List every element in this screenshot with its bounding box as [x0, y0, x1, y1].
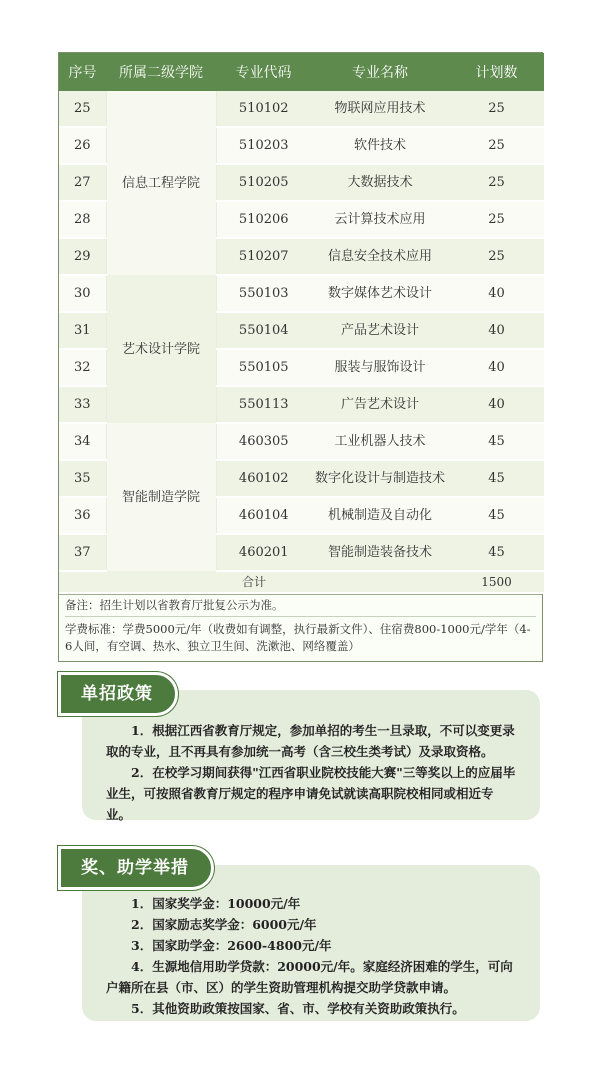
header-code: 专业代码	[216, 53, 311, 91]
policy-title: 单招政策	[58, 672, 178, 716]
row-major: 物联网应用技术	[311, 91, 449, 127]
row-no: 26	[59, 127, 106, 164]
policy-item: 1．根据江西省教育厅规定，参加单招的考生一旦录取，不可以变更录取的专业，且不再具有参加统一高考（含三校生类考试）及录取资格。	[106, 723, 515, 759]
row-plan: 45	[449, 497, 544, 534]
row-major: 数字化设计与制造技术	[311, 460, 449, 497]
row-plan: 40	[449, 312, 544, 349]
row-major: 大数据技术	[311, 164, 449, 201]
row-code: 460104	[216, 497, 311, 534]
table-notes	[59, 594, 542, 661]
row-code: 550113	[216, 386, 311, 423]
college-cell: 信息工程学院	[106, 91, 216, 275]
row-code: 460102	[216, 460, 311, 497]
aid-item: 1．国家奖学金：10000元/年	[131, 896, 301, 911]
aid-title: 奖、助学举措	[58, 846, 214, 890]
total-row	[59, 571, 544, 593]
row-major: 服装与服饰设计	[311, 349, 449, 386]
row-code: 460305	[216, 423, 311, 460]
row-major: 产品艺术设计	[311, 312, 449, 349]
college-cell: 智能制造学院	[106, 423, 216, 571]
row-code: 510206	[216, 201, 311, 238]
row-code: 460201	[216, 534, 311, 571]
row-code: 550104	[216, 312, 311, 349]
row-no: 31	[59, 312, 106, 349]
row-no: 33	[59, 386, 106, 423]
row-plan: 40	[449, 275, 544, 312]
aid-item: 2．国家励志奖学金：6000元/年	[131, 917, 317, 932]
row-plan: 25	[449, 164, 544, 201]
header-plan: 计划数	[449, 53, 544, 91]
row-plan: 25	[449, 91, 544, 127]
row-major: 机械制造及自动化	[311, 497, 449, 534]
row-plan: 25	[449, 127, 544, 164]
row-major: 云计算技术应用	[311, 201, 449, 238]
row-major: 数字媒体艺术设计	[311, 275, 449, 312]
row-major: 信息安全技术应用	[311, 238, 449, 275]
row-code: 510205	[216, 164, 311, 201]
row-no: 28	[59, 201, 106, 238]
table-row	[59, 423, 544, 460]
row-code: 510207	[216, 238, 311, 275]
row-plan: 40	[449, 386, 544, 423]
total-label: 合计	[59, 571, 449, 593]
enrollment-table-panel	[58, 52, 543, 662]
row-plan: 45	[449, 423, 544, 460]
row-code: 550105	[216, 349, 311, 386]
row-no: 34	[59, 423, 106, 460]
aid-item: 5．其他资助政策按国家、省、市、学校有关资助政策执行。	[131, 1001, 465, 1016]
row-no: 37	[59, 534, 106, 571]
row-no: 35	[59, 460, 106, 497]
row-no: 27	[59, 164, 106, 201]
table-row	[59, 91, 544, 127]
note-fees: 学费标准：学费5000元/年（收费如有调整，执行最新文件）、住宿费800-1000元/学年（4-6人间，有空调、热水、独立卫生间、洗漱池、网络覆盖）	[65, 622, 531, 653]
row-code: 510203	[216, 127, 311, 164]
row-no: 30	[59, 275, 106, 312]
note-plan: 备注：招生计划以省教育厅批复公示为准。	[65, 597, 536, 617]
header-no: 序号	[59, 53, 106, 91]
header-major: 专业名称	[311, 53, 449, 91]
table-header-row	[59, 53, 544, 91]
row-no: 25	[59, 91, 106, 127]
row-plan: 45	[449, 534, 544, 571]
row-plan: 40	[449, 349, 544, 386]
college-cell: 艺术设计学院	[106, 275, 216, 423]
row-no: 32	[59, 349, 106, 386]
row-major: 广告艺术设计	[311, 386, 449, 423]
row-plan: 45	[449, 460, 544, 497]
row-plan: 25	[449, 238, 544, 275]
row-no: 29	[59, 238, 106, 275]
row-plan: 25	[449, 201, 544, 238]
row-code: 550103	[216, 275, 311, 312]
row-major: 智能制造装备技术	[311, 534, 449, 571]
header-college: 所属二级学院	[106, 53, 216, 91]
enrollment-table	[59, 53, 544, 594]
row-no: 36	[59, 497, 106, 534]
aid-item: 3．国家助学金：2600-4800元/年	[131, 938, 332, 953]
row-major: 工业机器人技术	[311, 423, 449, 460]
table-row	[59, 275, 544, 312]
policy-item: 2．在校学习期间获得"江西省职业院校技能大赛"三等奖以上的应届毕业生，可按照省教育厅规定的程序申请免试就读高职院校相同或相近专业。	[106, 765, 516, 822]
row-code: 510102	[216, 91, 311, 127]
total-value: 1500	[449, 571, 544, 593]
aid-item: 4．生源地信用助学贷款：20000元/年。家庭经济困难的学生，可向户籍所在县（市、区）的学生资助管理机构提交助学贷款申请。	[106, 959, 513, 995]
row-major: 软件技术	[311, 127, 449, 164]
